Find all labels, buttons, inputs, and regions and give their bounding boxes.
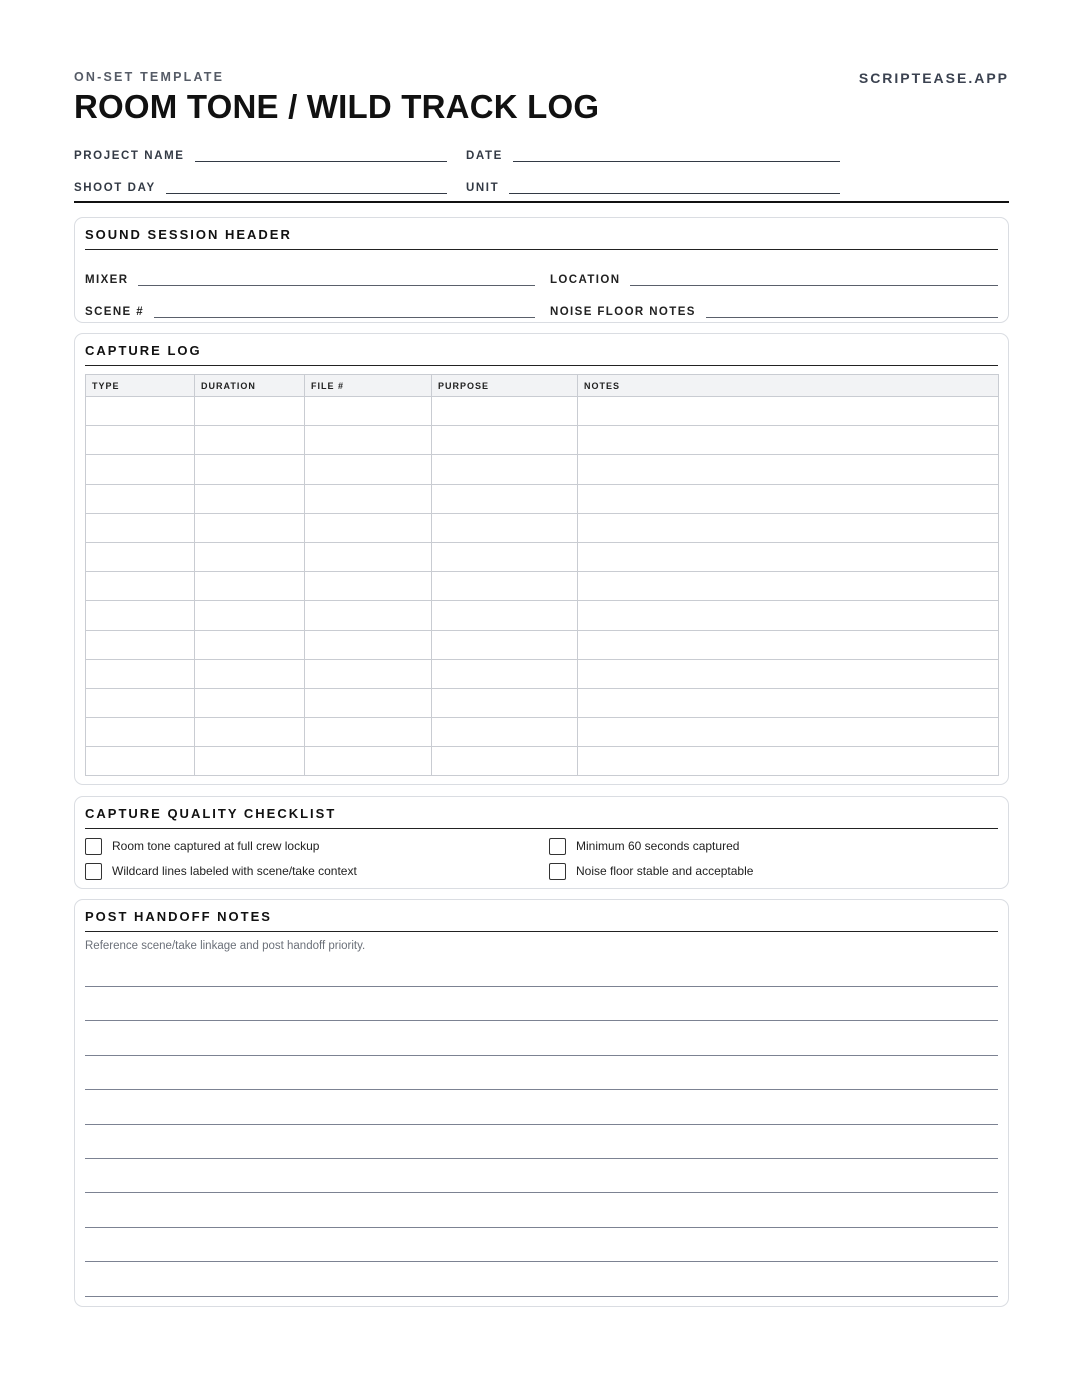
checklist-item[interactable] — [85, 862, 357, 880]
table-cell[interactable] — [578, 572, 999, 601]
table-cell[interactable] — [86, 426, 195, 455]
post-notes-header — [85, 900, 998, 932]
checklist-item-label: Noise floor stable and acceptable — [576, 864, 754, 878]
checklist-item[interactable] — [549, 837, 739, 855]
mixer-line[interactable] — [138, 274, 535, 286]
table-cell[interactable] — [86, 455, 195, 484]
table-row — [86, 484, 999, 513]
column-type: TYPE — [86, 375, 195, 397]
table-cell[interactable] — [195, 718, 305, 747]
table-cell[interactable] — [432, 484, 578, 513]
unit-line[interactable] — [509, 180, 840, 194]
noise-floor-notes-label: NOISE FLOOR NOTES — [550, 306, 696, 318]
table-cell[interactable] — [86, 397, 195, 426]
table-cell[interactable] — [305, 601, 432, 630]
date-label: DATE — [466, 150, 503, 162]
table-cell[interactable] — [578, 718, 999, 747]
table-cell[interactable] — [578, 426, 999, 455]
table-cell[interactable] — [305, 542, 432, 571]
table-cell[interactable] — [195, 397, 305, 426]
table-header-row — [86, 375, 999, 397]
table-cell[interactable] — [578, 659, 999, 688]
scene-label: SCENE # — [85, 306, 145, 318]
table-cell[interactable] — [305, 455, 432, 484]
table-cell[interactable] — [86, 630, 195, 659]
column-file-number: FILE # — [305, 375, 432, 397]
table-cell[interactable] — [305, 630, 432, 659]
table-row — [86, 747, 999, 776]
note-line[interactable] — [85, 1261, 998, 1262]
location-label: LOCATION — [550, 274, 621, 286]
capture-log-body — [86, 397, 999, 776]
table-cell[interactable] — [432, 630, 578, 659]
project-name-line[interactable] — [195, 148, 447, 162]
table-row — [86, 630, 999, 659]
unit-label: UNIT — [466, 182, 500, 194]
table-cell[interactable] — [195, 659, 305, 688]
column-purpose: PURPOSE — [432, 375, 578, 397]
noise-floor-notes-line[interactable] — [706, 306, 998, 318]
capture-log-card — [74, 333, 1009, 785]
table-cell[interactable] — [305, 747, 432, 776]
note-line[interactable] — [85, 1124, 998, 1125]
table-row — [86, 426, 999, 455]
table-row — [86, 601, 999, 630]
table-cell[interactable] — [86, 572, 195, 601]
table-cell[interactable] — [195, 484, 305, 513]
date-line[interactable] — [513, 148, 840, 162]
table-cell[interactable] — [195, 542, 305, 571]
table-row — [86, 455, 999, 484]
project-name-field[interactable] — [74, 142, 447, 162]
column-notes: NOTES — [578, 375, 999, 397]
table-cell[interactable] — [305, 426, 432, 455]
table-cell[interactable] — [305, 484, 432, 513]
table-cell[interactable] — [432, 397, 578, 426]
table-cell[interactable] — [432, 659, 578, 688]
checklist-item[interactable] — [85, 837, 319, 855]
table-cell[interactable] — [578, 397, 999, 426]
table-cell[interactable] — [195, 688, 305, 717]
checklist-card — [74, 796, 1009, 889]
note-line[interactable] — [85, 1158, 998, 1159]
checkbox[interactable] — [549, 838, 566, 855]
sound-session-card — [74, 217, 1009, 323]
location-line[interactable] — [630, 274, 998, 286]
table-cell[interactable] — [578, 601, 999, 630]
table-cell[interactable] — [432, 747, 578, 776]
table-cell[interactable] — [432, 688, 578, 717]
table-cell[interactable] — [86, 601, 195, 630]
checklist-item-label: Wildcard lines labeled with scene/take context — [112, 864, 357, 878]
table-row — [86, 572, 999, 601]
table-cell[interactable] — [86, 542, 195, 571]
table-cell[interactable] — [195, 513, 305, 542]
meta-row-2 — [74, 174, 1009, 194]
project-name-label: PROJECT NAME — [74, 150, 185, 162]
location-field[interactable] — [550, 266, 998, 286]
brand-name[interactable]: SCRIPTEASE.APP — [858, 70, 1009, 86]
table-cell[interactable] — [195, 455, 305, 484]
page-title: ROOM TONE / WILD TRACK LOG — [74, 88, 600, 125]
unit-field[interactable] — [466, 174, 840, 194]
scene-field[interactable] — [85, 298, 535, 318]
checkbox[interactable] — [85, 863, 102, 880]
table-cell[interactable] — [305, 688, 432, 717]
table-cell[interactable] — [578, 513, 999, 542]
sound-session-title: SOUND SESSION HEADER — [85, 227, 292, 242]
table-cell[interactable] — [432, 513, 578, 542]
table-cell[interactable] — [86, 513, 195, 542]
header-divider — [74, 201, 1009, 203]
column-duration: DURATION — [195, 375, 305, 397]
checklist-title: CAPTURE QUALITY CHECKLIST — [85, 806, 337, 821]
table-cell[interactable] — [432, 542, 578, 571]
table-row — [86, 513, 999, 542]
table-cell[interactable] — [305, 718, 432, 747]
checklist-item-label: Room tone captured at full crew lockup — [112, 839, 320, 853]
table-cell[interactable] — [195, 426, 305, 455]
table-cell[interactable] — [86, 484, 195, 513]
note-line[interactable] — [85, 1296, 998, 1297]
table-cell[interactable] — [578, 688, 999, 717]
shoot-day-line[interactable] — [166, 180, 447, 194]
table-row — [86, 542, 999, 571]
table-cell[interactable] — [578, 747, 999, 776]
table-row — [86, 659, 999, 688]
mixer-field[interactable] — [85, 266, 535, 286]
table-cell[interactable] — [578, 630, 999, 659]
post-notes-title: POST HANDOFF NOTES — [85, 909, 272, 924]
date-field[interactable] — [466, 142, 840, 162]
table-cell[interactable] — [578, 542, 999, 571]
checkbox[interactable] — [549, 863, 566, 880]
table-cell[interactable] — [86, 688, 195, 717]
table-cell[interactable] — [195, 630, 305, 659]
scene-line[interactable] — [154, 306, 535, 318]
table-cell[interactable] — [195, 601, 305, 630]
capture-log-title: CAPTURE LOG — [85, 343, 202, 358]
note-line[interactable] — [85, 986, 998, 987]
meta-row-1 — [74, 142, 1009, 162]
note-line[interactable] — [85, 1089, 998, 1090]
table-cell[interactable] — [432, 601, 578, 630]
table-cell[interactable] — [305, 397, 432, 426]
table-cell[interactable] — [195, 747, 305, 776]
table-cell[interactable] — [578, 455, 999, 484]
table-cell[interactable] — [86, 747, 195, 776]
table-cell[interactable] — [86, 659, 195, 688]
table-cell[interactable] — [305, 513, 432, 542]
capture-log-header — [85, 334, 998, 366]
post-notes-hint: Reference scene/take linkage and post handoff priority. — [85, 940, 366, 952]
note-line[interactable] — [85, 1020, 998, 1021]
post-notes-card — [74, 899, 1009, 1307]
note-line[interactable] — [85, 1055, 998, 1056]
mixer-label: MIXER — [85, 274, 129, 286]
shoot-day-field[interactable] — [74, 174, 447, 194]
table-cell[interactable] — [578, 484, 999, 513]
template-eyebrow: ON-SET TEMPLATE — [74, 70, 225, 84]
checklist-item-label: Minimum 60 seconds captured — [576, 839, 740, 853]
table-row — [86, 688, 999, 717]
table-row — [86, 397, 999, 426]
note-line[interactable] — [85, 1192, 998, 1193]
table-cell[interactable] — [432, 426, 578, 455]
checkbox[interactable] — [85, 838, 102, 855]
table-row — [86, 718, 999, 747]
table-cell[interactable] — [432, 572, 578, 601]
table-cell[interactable] — [305, 659, 432, 688]
shoot-day-label: SHOOT DAY — [74, 182, 156, 194]
table-cell[interactable] — [305, 572, 432, 601]
table-cell[interactable] — [432, 718, 578, 747]
table-cell[interactable] — [432, 455, 578, 484]
table-cell[interactable] — [195, 572, 305, 601]
checklist-header — [85, 797, 998, 829]
checklist-item[interactable] — [549, 862, 753, 880]
sound-session-header — [85, 218, 998, 250]
noise-floor-notes-field[interactable] — [550, 298, 998, 318]
table-cell[interactable] — [86, 718, 195, 747]
capture-log-table — [85, 374, 999, 776]
note-line[interactable] — [85, 1227, 998, 1228]
